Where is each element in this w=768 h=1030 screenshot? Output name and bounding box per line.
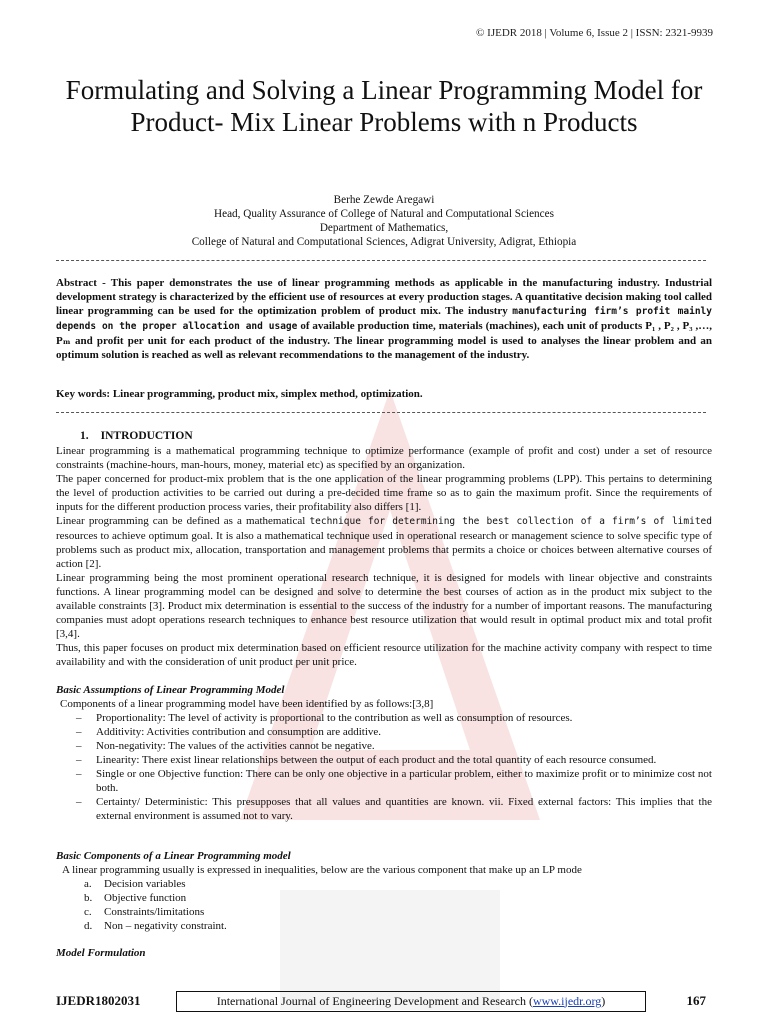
intro-paragraph-2: The paper concerned for product-mix problem that is the one application of the linear programming problems (LPP). This pertains to determining the level of production activities to be carried out during a pre-decided time frame so as to gain the maximum profit. Since the requirements of inputs for the different production process varies, their profitability also differs [1]. [56, 473, 712, 513]
author-name: Berhe Zewde Aregawi [333, 194, 435, 206]
intro-paragraph-1: Linear programming is a mathematical programming technique to optimize performance (example of profit and cost) under a set of resource constraints (machine-hours, man-hours, money, material etc) as specified by an organization. [56, 445, 712, 471]
divider-top [56, 260, 706, 261]
author-affiliation-1: Head, Quality Assurance of College of Natural and Computational Sciences [214, 208, 554, 220]
introduction-body [56, 444, 712, 669]
abstract-text-mono: manufacturing firm’s profit mainly depends on the proper allocation and usage [56, 306, 712, 332]
author-block [56, 193, 712, 249]
intro-paragraph-4: Linear programming being the most prominent operational research technique, it is designed for models with linear objective and constraints functions. A linear programming model can be designed and solve to determine the best courses of action as in the product mix subject to the available constraints [3]. Product mix determination is essential to the success of the industry for a number of important reasons. The manufacturing companies must adopt operations research techniques to enhance best resource utilization that would result in optimal product mix and total profit [3,4]. [56, 572, 712, 640]
assumptions-section [56, 683, 712, 823]
keywords: Key words: Linear programming, product mix, simplex method, optimization. [56, 388, 423, 400]
page-footer [56, 990, 706, 1012]
section-number: 1. [80, 430, 89, 442]
journal-citation-header: © IJEDR 2018 | Volume 6, Issue 2 | ISSN: 2321-9939 [476, 27, 713, 39]
paper-code: IJEDR1802031 [56, 993, 141, 1008]
list-item: a. Decision variables [84, 878, 186, 890]
list-item: b. Objective function [84, 892, 187, 904]
author-affiliation-2: Department of Mathematics, [319, 222, 449, 234]
list-item: – Proportionality: The level of activity is proportional to the contribution as well as consumption of resources. [76, 712, 573, 724]
assumptions-lead: Components of a linear programming model have been identified by as follows:[3,8] [60, 698, 434, 710]
abstract-text-2: of available production time, materials (machines), each unit of products P₁ , P₂ , P₃ ,…, Pₘ and profit per unit for each product of the industry. The linear programming model is used to analyses the linear problem and an optimum solution is reached as well as relevant recommendations to the management of the industry. [56, 320, 713, 361]
list-item: – Single or one Objective function: There can be only one objective in a particular problem, either to maximize profit or to minimize cost not both. [76, 768, 712, 794]
list-item: – Linearity: There exist linear relationships between the output of each product and the total quantity of each resource consumed. [76, 754, 657, 766]
page-number: 167 [686, 993, 706, 1008]
journal-name: International Journal of Engineering Development and Research (www.ijedr.org) [176, 991, 646, 1012]
section-title: INTRODUCTION [100, 430, 193, 442]
author-affiliation-3: College of Natural and Computational Sciences, Adigrat University, Adigrat, Ethiopia [191, 236, 577, 248]
journal-website-link[interactable]: www.ijedr.org [532, 993, 602, 1008]
list-item: – Non-negativity: The values of the activities cannot be negative. [76, 740, 375, 752]
components-section [56, 849, 712, 933]
list-item: – Certainty/ Deterministic: This presupposes that all values and quantities are known. vii. Fixed external factors: This implies that the external environment is assumed not to vary. [76, 796, 712, 822]
assumptions-heading: Basic Assumptions of Linear Programming Model [56, 684, 285, 696]
intro-paragraph-3 [56, 514, 712, 571]
model-formulation-heading: Model Formulation [56, 947, 146, 959]
section-heading-introduction [80, 430, 193, 442]
intro-paragraph-5: Thus, this paper focuses on product mix determination based on efficient resource utilization for the machine activity company with respect to time availability and with the consideration of unit product per unit price. [56, 642, 712, 668]
intro-paragraph-3-end: resources to achieve optimum goal. It is also a mathematical technique used in operational research or management science to solve specific type of problems such as product mix, allocation, transportation and management problems that permits a choice or choices between alternative courses of action [2]. [56, 530, 712, 570]
intro-paragraph-3-mono: technique for determining the best collection of a firm’s of limited [309, 516, 712, 527]
assumptions-list [56, 711, 712, 823]
list-item: c. Constraints/limitations [84, 906, 205, 918]
intro-paragraph-3-start: Linear programming can be defined as a mathematical [56, 515, 306, 527]
divider-bottom [56, 412, 706, 413]
components-list [56, 877, 712, 933]
abstract-text-1: Abstract - This paper demonstrates the use of linear programming methods as applicable in the manufacturing industry. Industrial development strategy is characterized by the efficient use of resources at every production stages. A quantitative decision making tool called linear programming can be used for the optimization problem of product mix. The industry [56, 277, 712, 317]
abstract [56, 276, 712, 362]
paper-title: Formulating and Solving a Linear Programming Model for Product- Mix Linear Problems with n Products [65, 75, 703, 137]
components-heading: Basic Components of a Linear Programming model [56, 850, 291, 862]
components-lead: A linear programming usually is expressed in inequalities, below are the various component that make up an LP mode [62, 864, 582, 876]
list-item: – Additivity: Activities contribution and consumption are additive. [76, 726, 382, 738]
list-item: d. Non – negativity constraint. [84, 920, 227, 932]
